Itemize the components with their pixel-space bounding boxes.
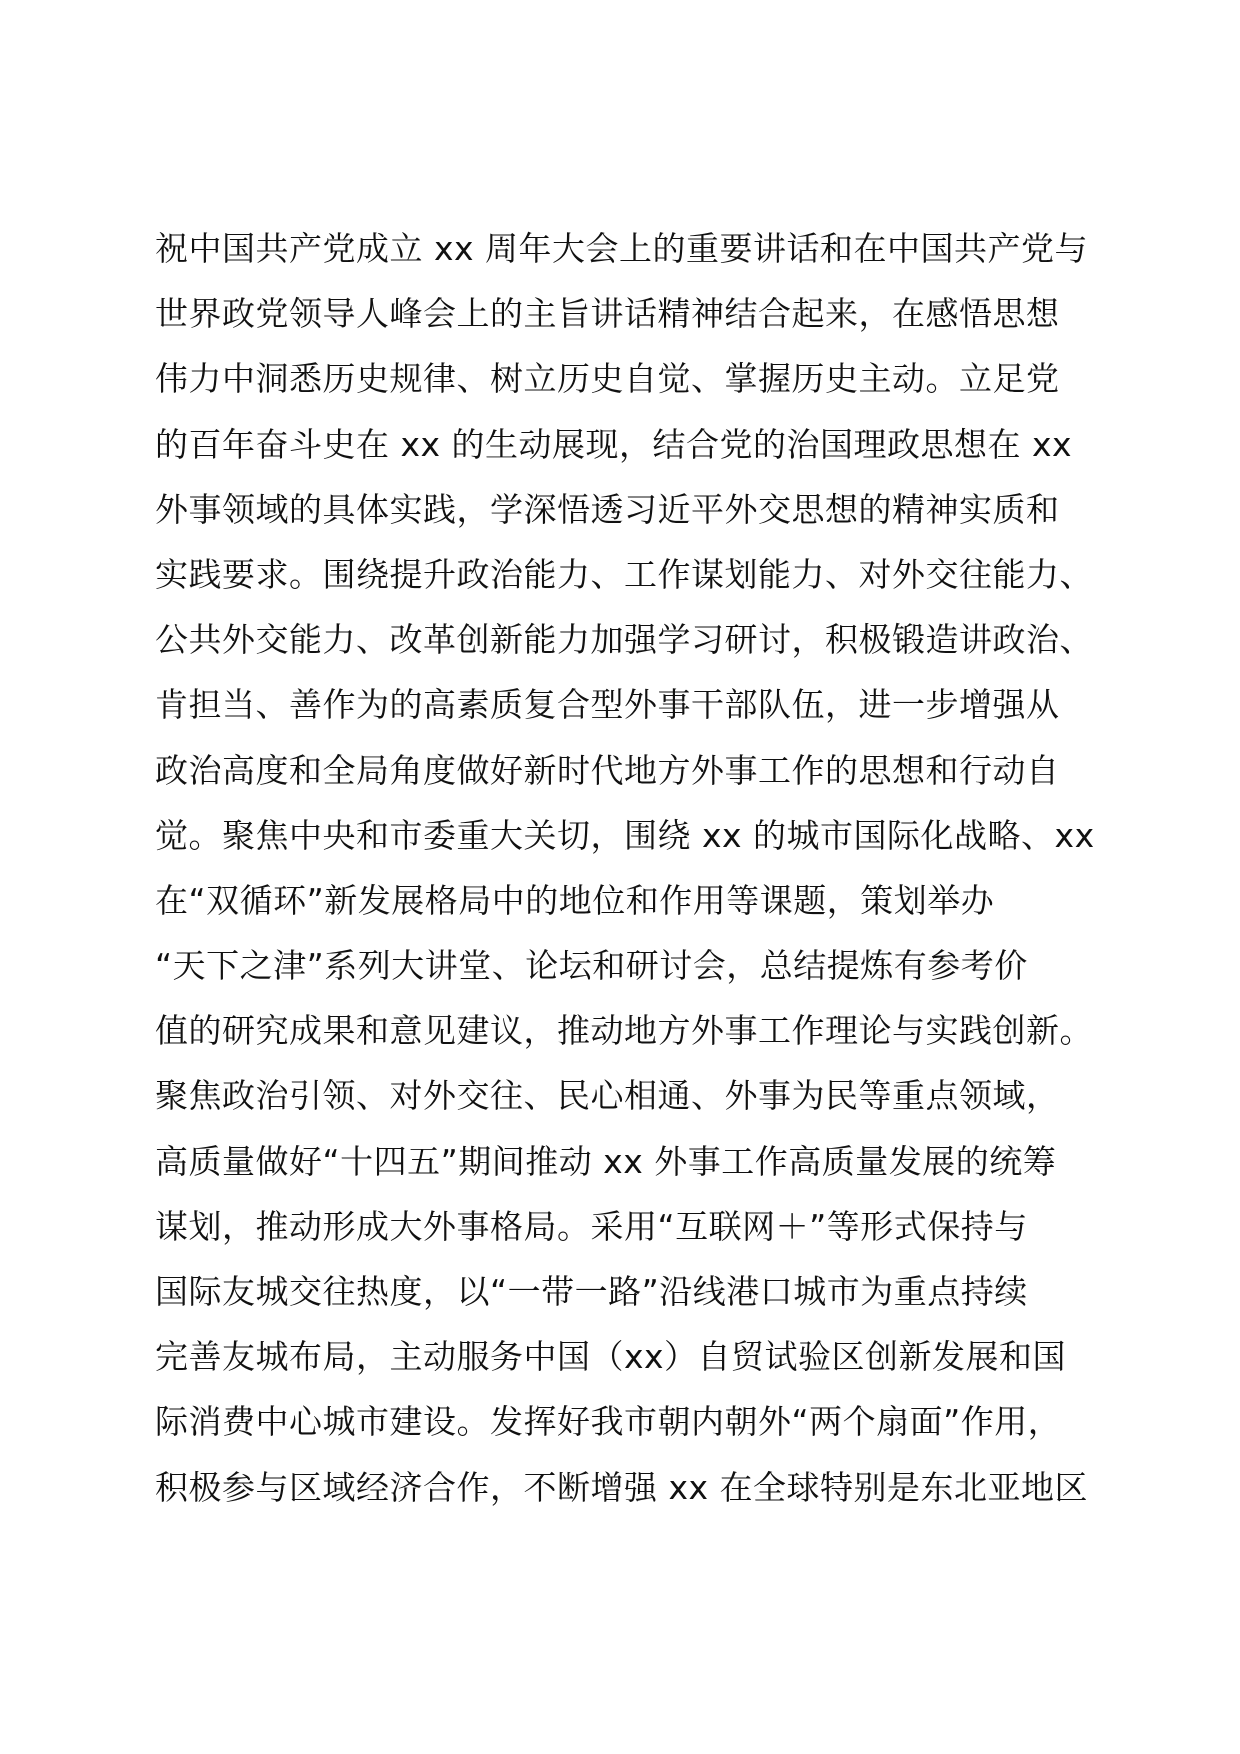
text-line: 祝中国共产党成立 xx 周年大会上的重要讲话和在中国共产党与: [155, 229, 1089, 268]
text-line: 国际友城交往热度，以“一带一路”沿线港口城市为重点持续: [155, 1272, 1028, 1311]
text-line: 世界政党领导人峰会上的主旨讲话精神结合起来，在感悟思想: [155, 294, 1060, 334]
text-line: 肯担当、善作为的高素质复合型外事干部队伍，进一步增强从: [155, 685, 1060, 725]
text-line: 的百年奋斗史在 xx 的生动展现，结合党的治国理政思想在 xx: [155, 424, 1073, 464]
text-line: 高质量做好“十四五”期间推动 xx 外事工作高质量发展的统筹: [155, 1141, 1057, 1181]
text-line: 完善友城布局，主动服务中国（xx）自贸试验区创新发展和国: [155, 1337, 1067, 1377]
text-line: 伟力中洞悉历史规律、树立历史自觉、掌握历史主动。立足党: [155, 359, 1060, 399]
text-line: 积极参与区域经济合作，不断增强 xx 在全球特别是东北亚地区: [155, 1467, 1089, 1507]
text-line: 聚焦政治引领、对外交往、民心相通、外事为民等重点领域，: [155, 1076, 1060, 1116]
text-line: 公共外交能力、改革创新能力加强学习研讨，积极锻造讲政治、: [155, 620, 1093, 660]
text-line: 政治高度和全局角度做好新时代地方外事工作的思想和行动自: [155, 750, 1060, 790]
text-line: 际消费中心城市建设。发挥好我市朝内朝外“两个扇面”作用，: [155, 1402, 1062, 1442]
body-paragraph: [155, 216, 1115, 1520]
text-line: 觉。聚焦中央和市委重大关切，围绕 xx 的城市国际化战略、xx: [155, 815, 1095, 855]
text-line: 在“双循环”新发展格局中的地位和作用等课题，策划举办: [155, 880, 995, 920]
text-line: 谋划，推动形成大外事格局。采用“互联网＋”等形式保持与: [155, 1206, 1028, 1246]
text-line: 外事领域的具体实践，学深悟透习近平外交思想的精神实质和: [155, 489, 1060, 529]
text-line: “天下之津”系列大讲堂、论坛和研讨会，总结提炼有参考价: [155, 946, 1028, 986]
text-line: 值的研究成果和意见建议，推动地方外事工作理论与实践创新。: [155, 1011, 1093, 1051]
text-line: 实践要求。围绕提升政治能力、工作谋划能力、对外交往能力、: [155, 554, 1093, 594]
